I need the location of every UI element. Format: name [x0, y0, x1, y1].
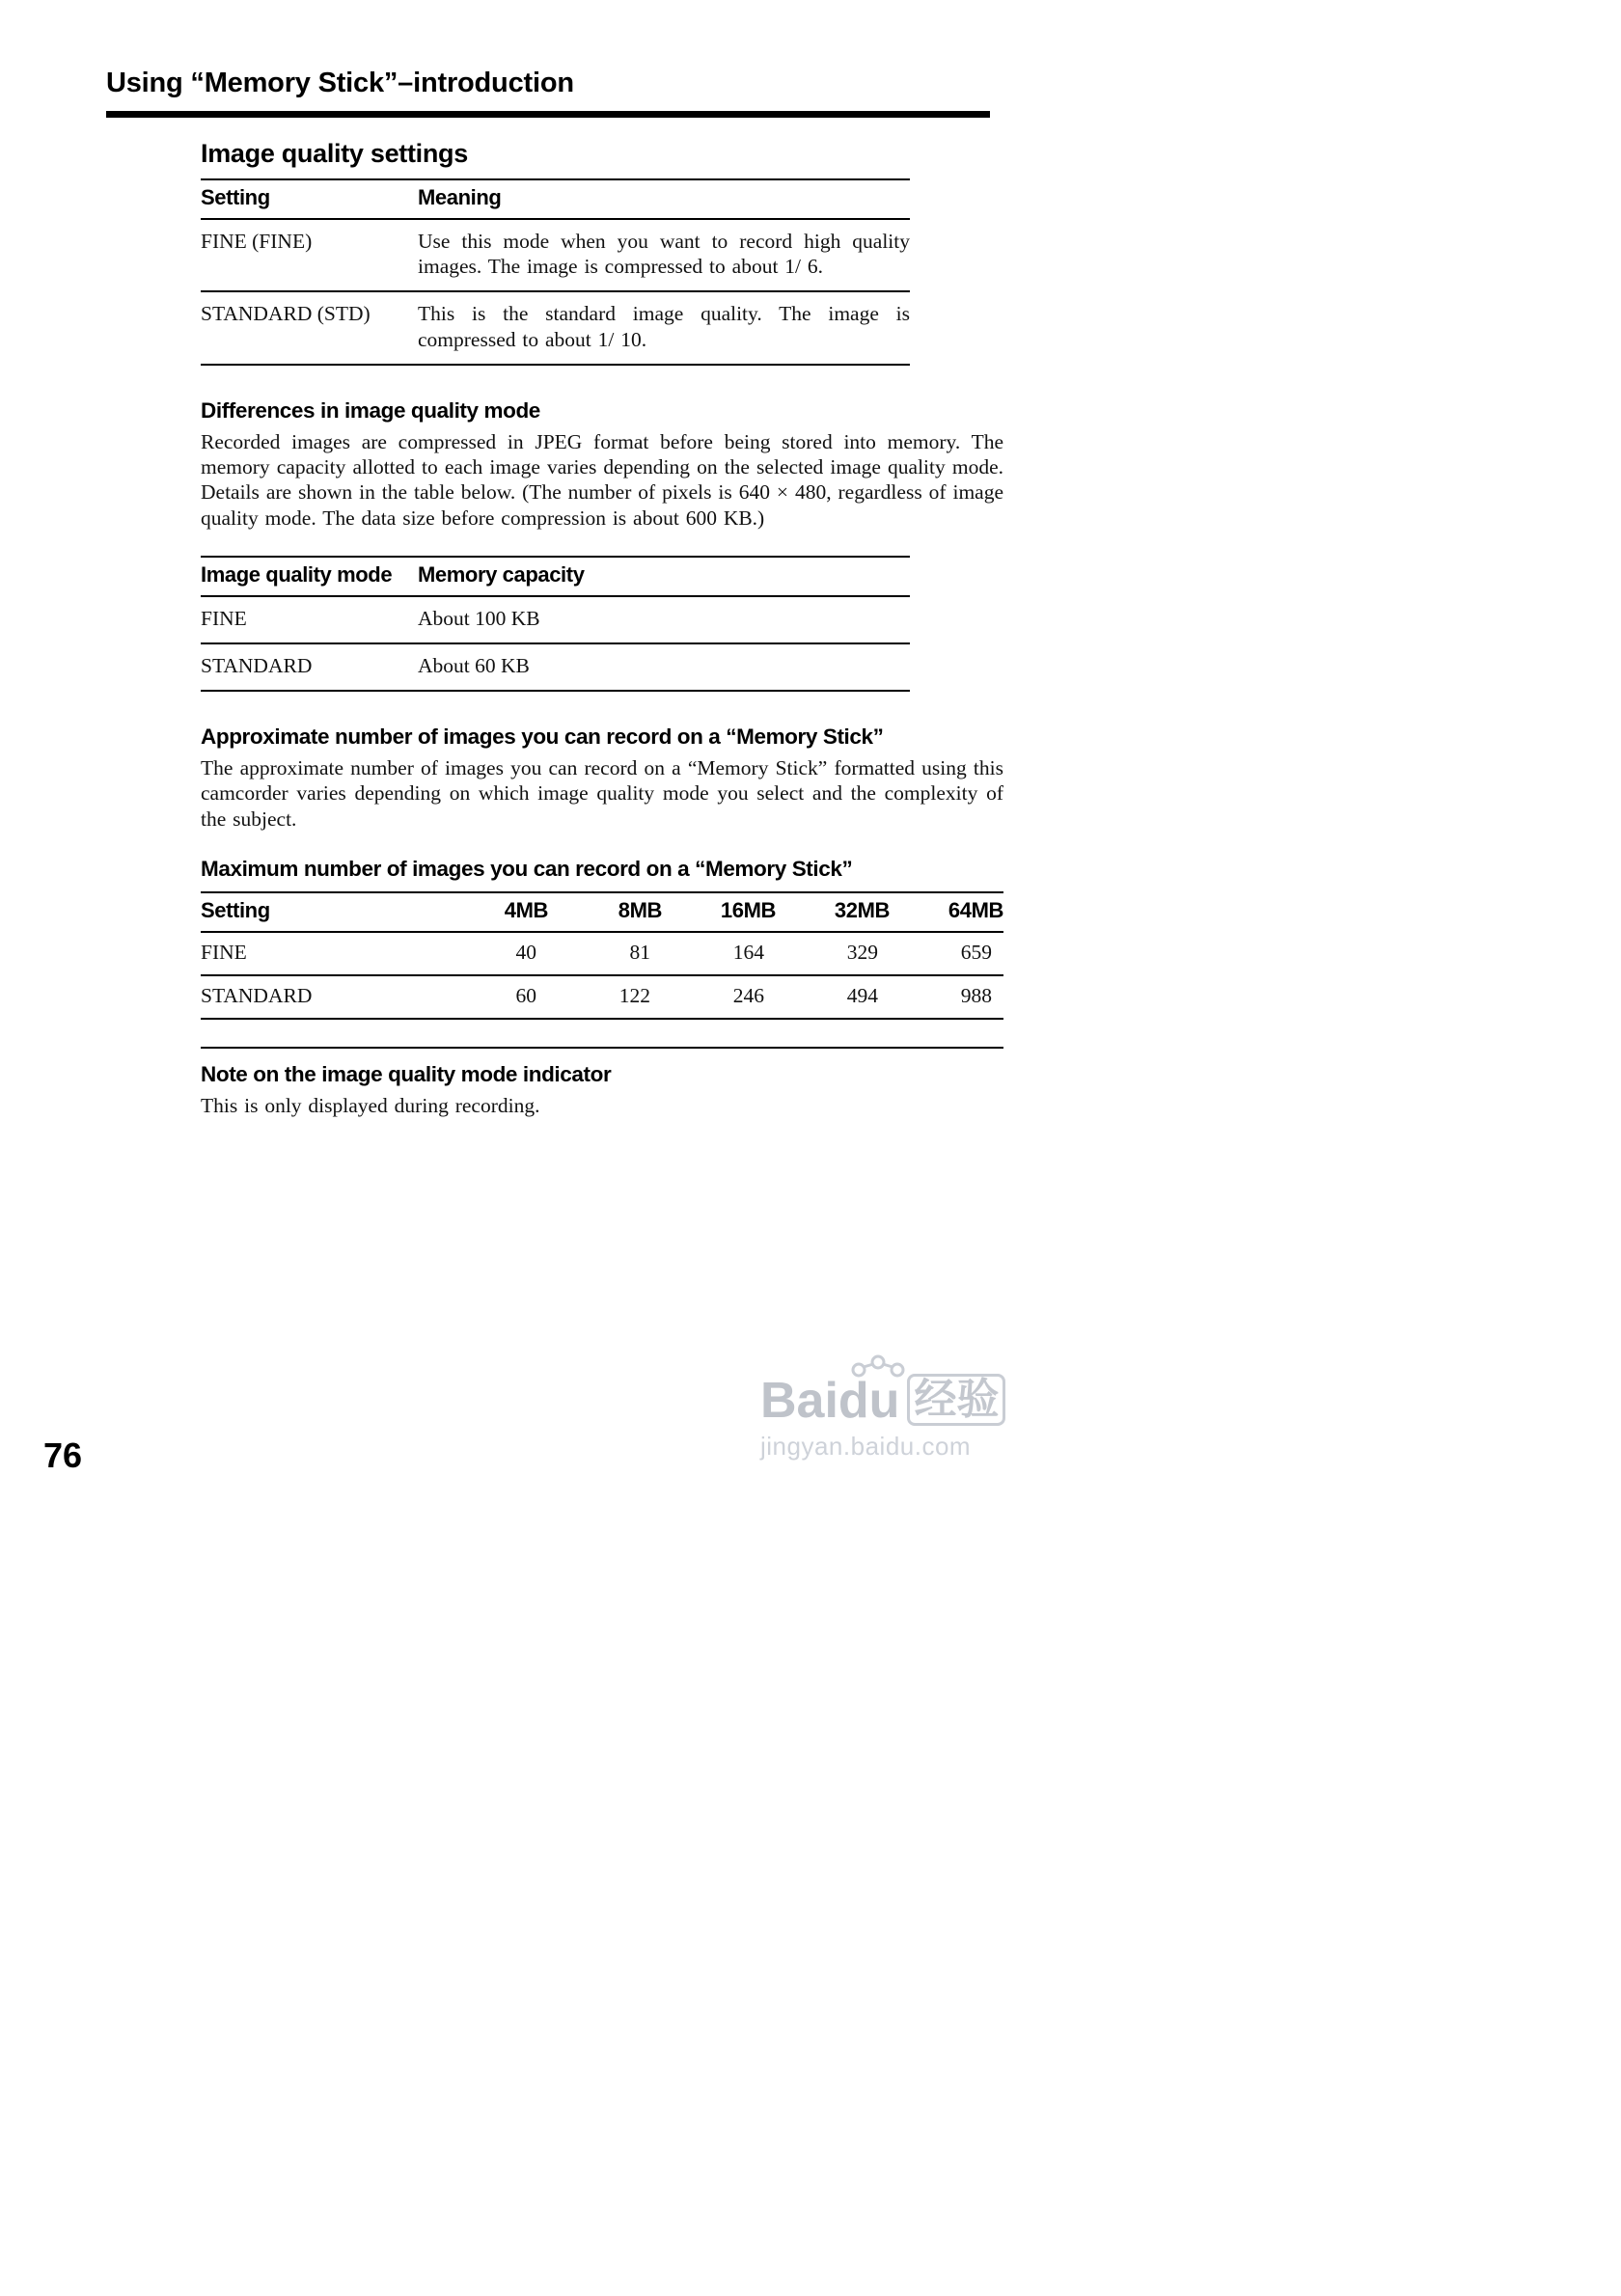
approximate-heading: Approximate number of images you can record on a “Memory Stick” — [201, 724, 884, 750]
table-row — [201, 643, 910, 691]
col-header-mode: Image quality mode — [201, 557, 418, 596]
table-cell-count: 60 — [434, 975, 548, 1019]
table-cell-mode: STANDARD — [201, 643, 418, 691]
image-quality-table — [201, 178, 910, 366]
table-cell-count: 494 — [776, 975, 890, 1019]
table-row — [201, 975, 1003, 1019]
table-row — [201, 219, 910, 291]
note-paragraph: This is only displayed during recording. — [201, 1093, 540, 1117]
header-rule — [106, 111, 990, 118]
col-header-64mb: 64MB — [890, 892, 1003, 932]
col-header-8mb: 8MB — [548, 892, 662, 932]
page-content — [201, 139, 1003, 1118]
table-cell-count: 329 — [776, 932, 890, 975]
table-cell-setting: STANDARD — [201, 975, 434, 1019]
table-cell-count: 81 — [548, 932, 662, 975]
table-cell-count: 164 — [662, 932, 776, 975]
baidu-watermark — [760, 1374, 1050, 1462]
table-cell-capacity: About 100 KB — [418, 596, 910, 643]
approximate-paragraph: The approximate number of images you can record on a “Memory Stick” formatted using this camcorder varies depending on which image quality mode you select and the complexity of the subject. — [201, 756, 1003, 831]
table-cell-count: 988 — [890, 975, 1003, 1019]
col-header-meaning: Meaning — [418, 179, 910, 219]
table-cell-count: 40 — [434, 932, 548, 975]
col-header-capacity: Memory capacity — [418, 557, 910, 596]
table-header-row — [201, 179, 910, 219]
differences-paragraph: Recorded images are compressed in JPEG format before being stored into memory. The memory capacity allotted to each image varies depending on the selected image quality mode. Details are shown in the table below. (The number of pixels is 640 × 480, regardless of image quality mode. The data size before compression is about 600 KB.) — [201, 429, 1003, 530]
section-title: Image quality settings — [201, 139, 468, 168]
col-header-32mb: 32MB — [776, 892, 890, 932]
col-header-setting: Setting — [201, 892, 434, 932]
table-row — [201, 596, 910, 643]
table-row — [201, 291, 910, 364]
table-cell-setting: FINE (FINE) — [201, 219, 418, 291]
table-row — [201, 932, 1003, 975]
table-cell-setting: FINE — [201, 932, 434, 975]
col-header-4mb: 4MB — [434, 892, 548, 932]
col-header-setting: Setting — [201, 179, 418, 219]
maximum-images-table — [201, 891, 1003, 1020]
maximum-heading: Maximum number of images you can record on a “Memory Stick” — [201, 856, 853, 881]
watermark-brand-row — [760, 1373, 1050, 1429]
table-header-row — [201, 557, 910, 596]
watermark-brand: Baidu — [760, 1376, 899, 1426]
watermark-url: jingyan.baidu.com — [760, 1432, 972, 1461]
table-cell-meaning: Use this mode when you want to record high quality images. The image is compressed to about 1/ 6. — [418, 219, 910, 291]
chapter-title: Using “Memory Stick”–introduction — [106, 68, 574, 98]
table-cell-capacity: About 60 KB — [418, 643, 910, 691]
page-header — [106, 68, 990, 118]
page-number: 76 — [43, 1435, 83, 1475]
table-cell-count: 122 — [548, 975, 662, 1019]
table-cell-setting: STANDARD (STD) — [201, 291, 418, 364]
table-cell-meaning: This is the standard image quality. The image is compressed to about 1/ 10. — [418, 291, 910, 364]
watermark-brand-cn: 经验 — [907, 1374, 1005, 1426]
differences-heading: Differences in image quality mode — [201, 397, 540, 423]
section-divider-rule — [201, 1047, 1003, 1049]
col-header-16mb: 16MB — [662, 892, 776, 932]
table-cell-count: 246 — [662, 975, 776, 1019]
molecule-icon — [849, 1354, 907, 1380]
note-heading: Note on the image quality mode indicator — [201, 1061, 612, 1086]
memory-capacity-table — [201, 556, 910, 692]
table-cell-count: 659 — [890, 932, 1003, 975]
table-header-row — [201, 892, 1003, 932]
table-cell-mode: FINE — [201, 596, 418, 643]
